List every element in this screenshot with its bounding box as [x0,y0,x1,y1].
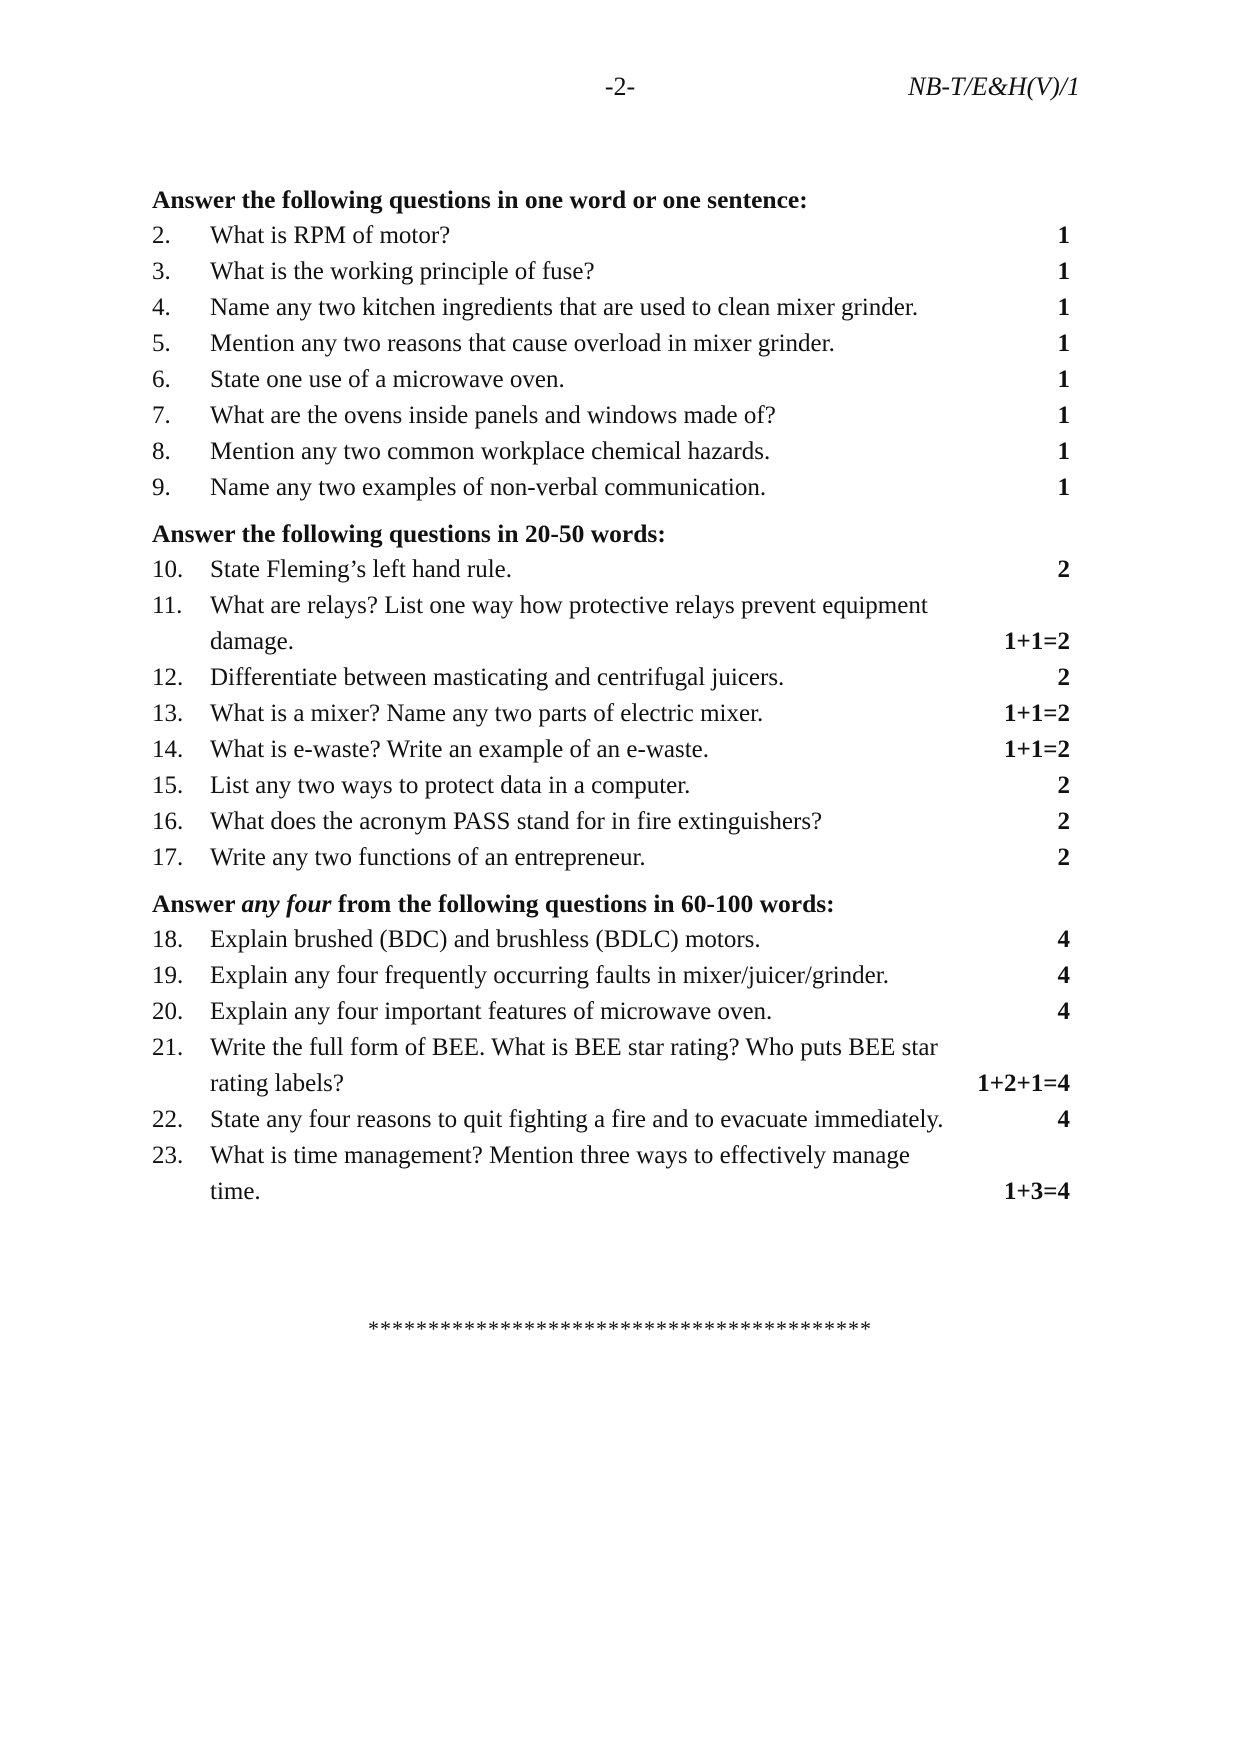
question-number: 19. [152,962,184,989]
question-number: 13. [152,700,184,727]
question-number: 18. [152,926,184,953]
question-number: 15. [152,772,184,799]
question-number: 3. [152,258,171,285]
question-text: Write the full form of BEE. What is BEE star rating? Who puts BEE star rating labels? [210,1034,938,1097]
question-marks: 1+1=2 [1004,700,1070,727]
question-text: What is a mixer? Name any two parts of electric mixer. [210,700,764,727]
section-gap [152,506,1072,516]
question-number: 22. [152,1106,184,1133]
page-number: -2- [604,72,636,101]
question-number: 6. [152,366,171,393]
question-row [152,660,1072,696]
question-text: Explain brushed (BDC) and brushless (BDLC) motors. [210,926,761,953]
question-number: 20. [152,998,184,1025]
question-number: 9. [152,474,171,501]
question-text: Write any two functions of an entrepreneur. [210,844,646,871]
question-text: Explain any four frequently occurring faults in mixer/juicer/grinder. [210,962,889,989]
question-row [152,218,1072,254]
question-marks: 1 [1057,294,1070,321]
question-row [152,994,1072,1030]
end-of-paper-marker: ****************************************** [368,1316,872,1341]
question-number: 7. [152,402,171,429]
question-number: 11. [152,592,183,619]
question-row [152,434,1072,470]
question-text: What are relays? List one way how protective relays prevent equipment damage. [210,592,928,655]
question-number: 8. [152,438,171,465]
question-text: Differentiate between masticating and centrifugal juicers. [210,664,785,691]
question-text: Explain any four important features of microwave oven. [210,998,773,1025]
question-text: What is the working principle of fuse? [210,258,595,285]
section-heading-text: Answer the following questions in one word or one sentence: [152,185,808,214]
question-marks: 4 [1057,998,1070,1025]
question-row [152,840,1072,876]
question-marks: 2 [1057,664,1070,691]
question-marks: 1 [1057,474,1070,501]
section-heading [152,516,1072,552]
question-row [152,588,1072,660]
paper-code: NB-T/E&H(V)/1 [908,72,1080,101]
question-text: What are the ovens inside panels and windows made of? [210,402,776,429]
question-row [152,552,1072,588]
question-row [152,1102,1072,1138]
question-marks: 4 [1057,1106,1070,1133]
question-number: 12. [152,664,184,691]
question-text: What is time management? Mention three ways to effectively manage time. [210,1142,910,1205]
question-marks: 1+1=2 [1004,736,1070,763]
question-text: Name any two kitchen ingredients that are used to clean mixer grinder. [210,294,919,321]
question-row [152,470,1072,506]
question-number: 17. [152,844,184,871]
question-text: Name any two examples of non-verbal communication. [210,474,767,501]
section-heading-text: from the following questions in 60-100 words: [331,889,835,918]
question-row [152,732,1072,768]
question-number: 23. [152,1142,184,1169]
question-text: State Fleming’s left hand rule. [210,556,513,583]
question-row [152,290,1072,326]
question-text: Mention any two common workplace chemical hazards. [210,438,771,465]
section-heading-emphasis: any four [241,889,332,918]
question-text: List any two ways to protect data in a computer. [210,772,691,799]
question-marks: 1+3=4 [1004,1178,1070,1205]
question-marks: 1 [1057,330,1070,357]
question-marks: 4 [1057,962,1070,989]
question-row [152,326,1072,362]
page-header [0,72,1240,108]
question-row [152,958,1072,994]
question-number: 21. [152,1034,184,1061]
question-paper-body [152,182,1072,1210]
question-marks: 1 [1057,222,1070,249]
question-text: Mention any two reasons that cause overload in mixer grinder. [210,330,835,357]
question-marks: 1 [1057,258,1070,285]
question-row [152,804,1072,840]
question-marks: 2 [1057,808,1070,835]
question-row [152,696,1072,732]
section-heading [152,886,1072,922]
question-marks: 1 [1057,366,1070,393]
question-marks: 4 [1057,926,1070,953]
section-heading [152,182,1072,218]
question-row [152,1138,1072,1210]
question-marks: 1+2+1=4 [977,1070,1070,1097]
question-row [152,922,1072,958]
question-number: 10. [152,556,184,583]
question-marks: 1+1=2 [1004,628,1070,655]
question-marks: 1 [1057,438,1070,465]
question-number: 14. [152,736,184,763]
question-number: 4. [152,294,171,321]
question-row [152,768,1072,804]
section-gap [152,876,1072,886]
question-marks: 2 [1057,844,1070,871]
question-text: State any four reasons to quit fighting a fire and to evacuate immediately. [210,1106,944,1133]
question-number: 16. [152,808,184,835]
question-number: 5. [152,330,171,357]
question-row [152,398,1072,434]
section-heading-text: Answer [152,889,242,918]
question-marks: 2 [1057,772,1070,799]
question-number: 2. [152,222,171,249]
question-row [152,254,1072,290]
question-text: State one use of a microwave oven. [210,366,565,393]
question-row [152,1030,1072,1102]
question-marks: 1 [1057,402,1070,429]
question-row [152,362,1072,398]
section-heading-text: Answer the following questions in 20-50 words: [152,519,666,548]
question-text: What is RPM of motor? [210,222,451,249]
question-marks: 2 [1057,556,1070,583]
question-text: What does the acronym PASS stand for in fire extinguishers? [210,808,823,835]
question-text: What is e-waste? Write an example of an e-waste. [210,736,709,763]
